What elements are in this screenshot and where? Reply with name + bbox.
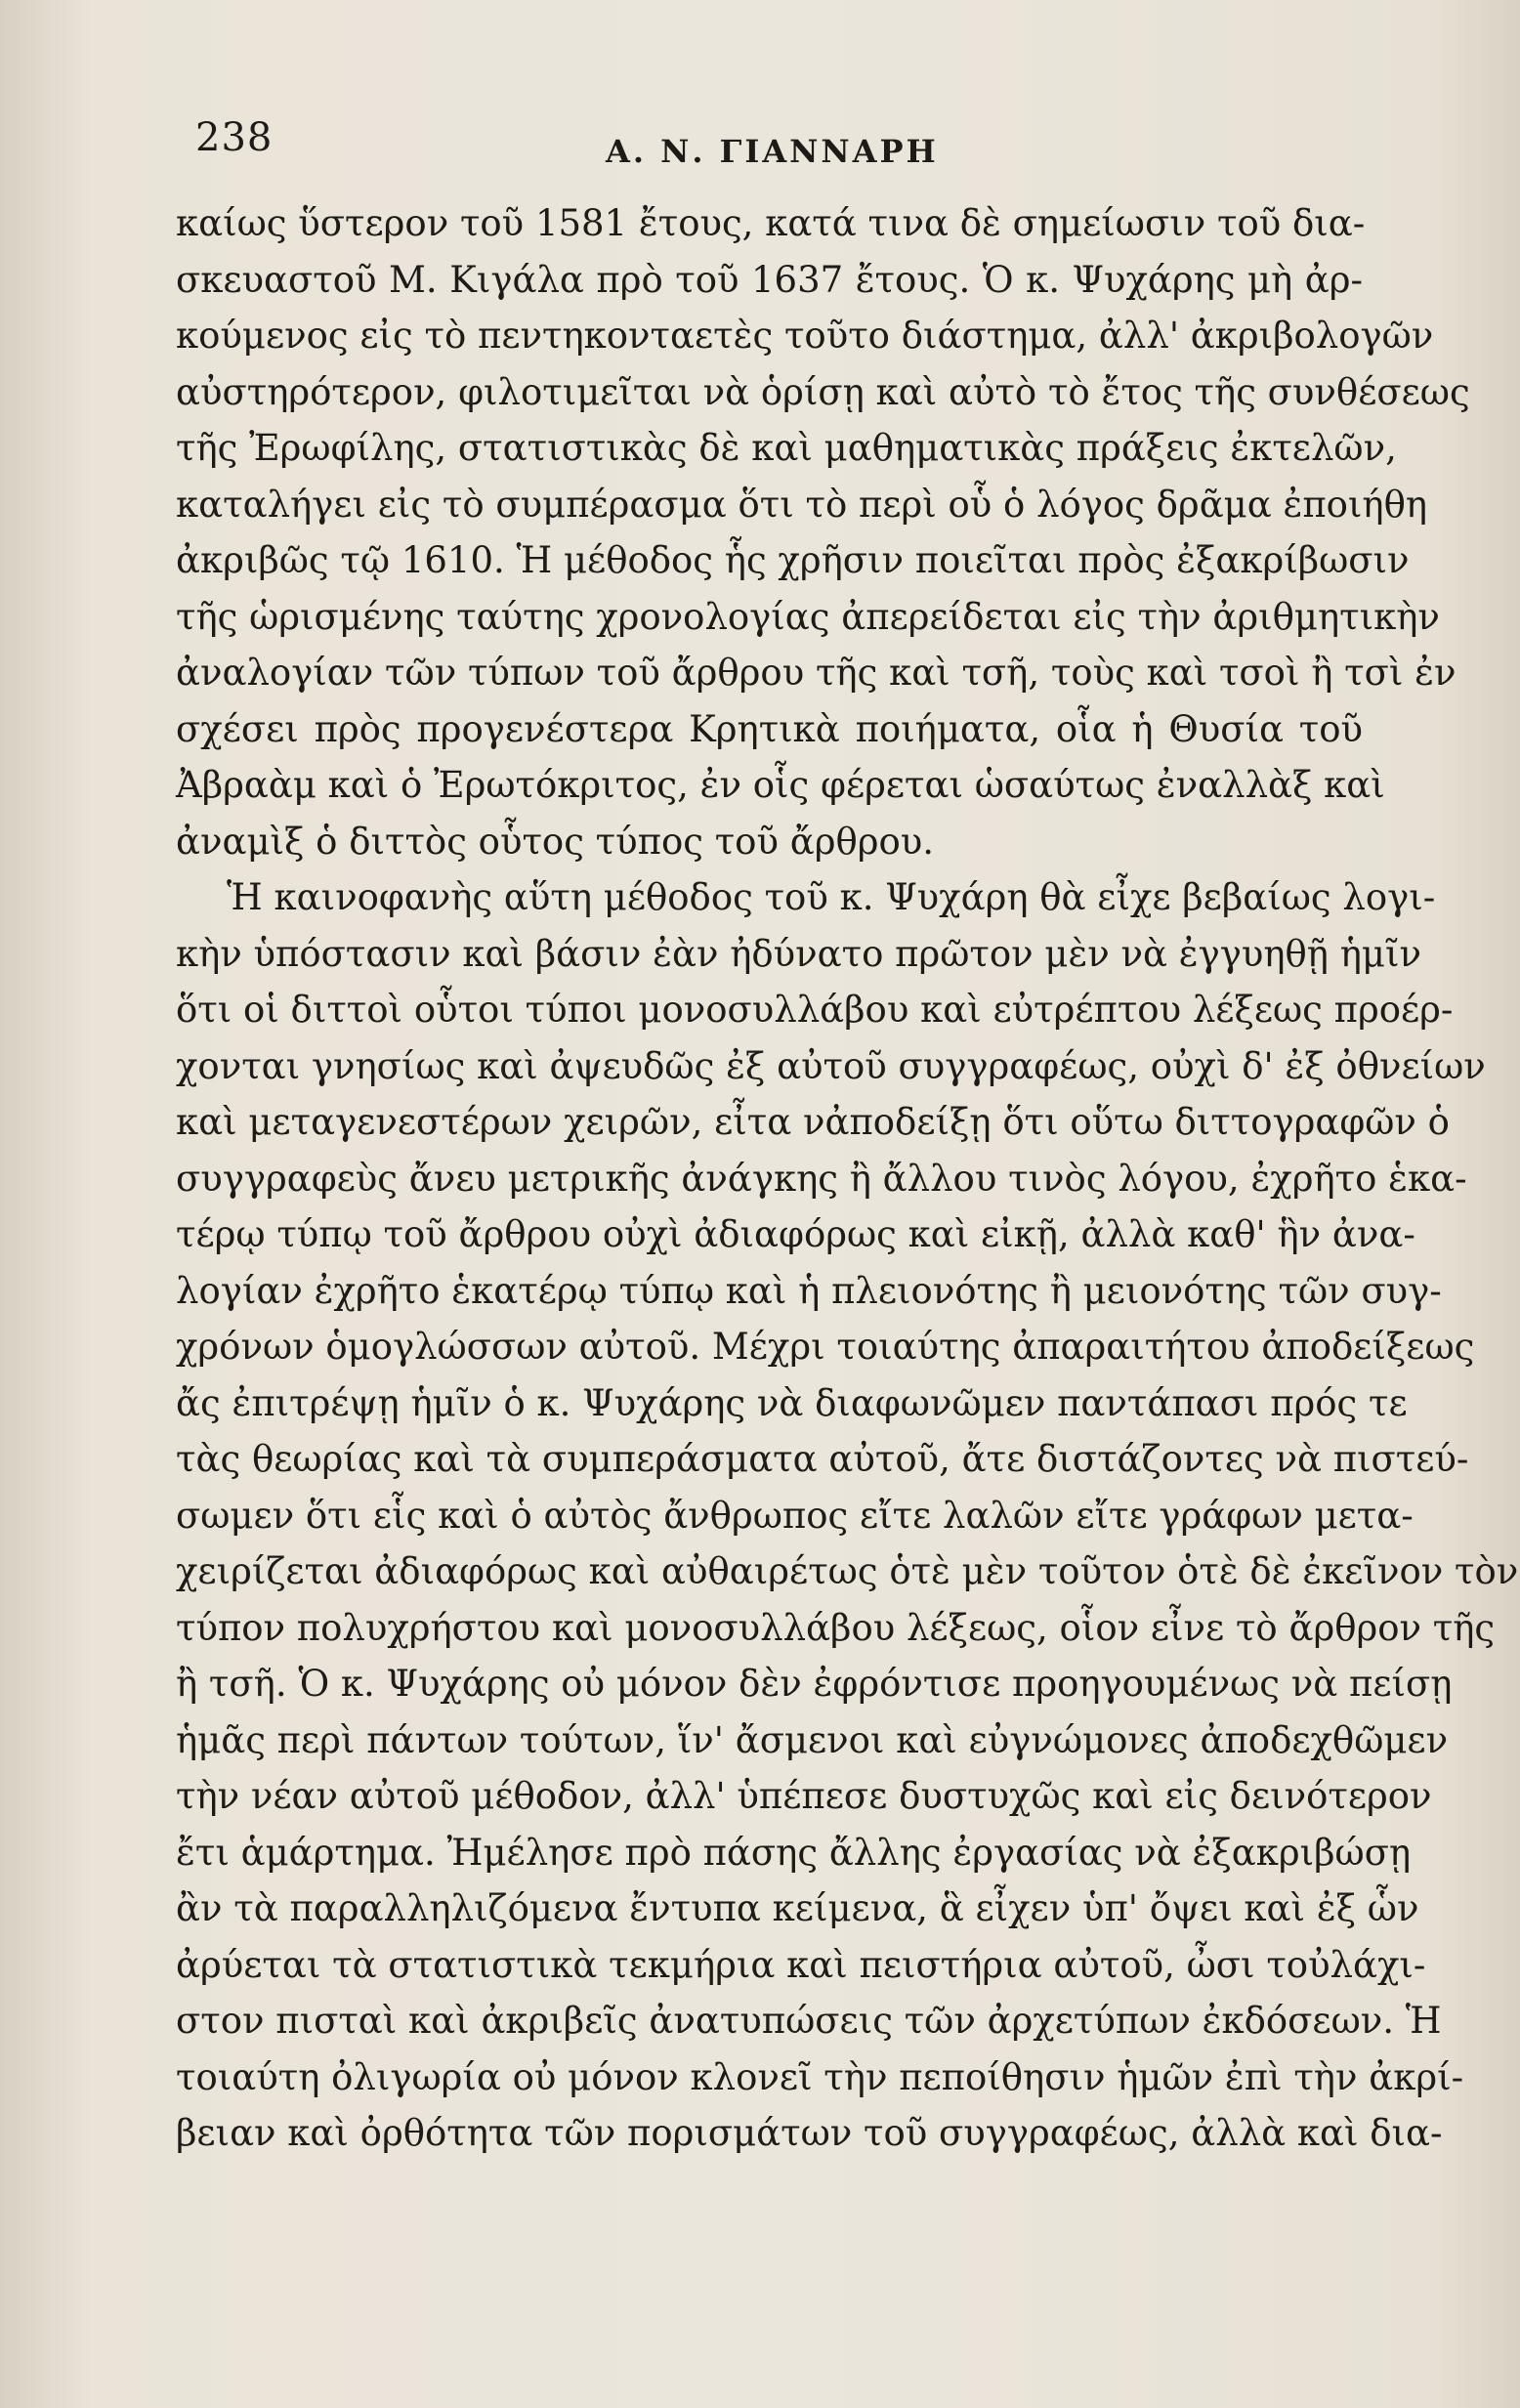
text-line: τὰς θεωρίας καὶ τὰ συμπεράσματα αὐτοῦ, ἄτε διστάζοντες νὰ πιστεύ- bbox=[176, 1438, 1469, 1480]
text-line: στον πισταὶ καὶ ἀκριβεῖς ἀνατυπώσεις τῶν ἀρχετύπων ἐκδόσεων. Ἡ bbox=[176, 2000, 1442, 2042]
text-line: χονται γνησίως καὶ ἀψευδῶς ἐξ αὐτοῦ συγγραφέως, οὐχὶ δ' ἐξ ὀθνείων bbox=[176, 1044, 1486, 1087]
text-line: καίως ὕστερον τοῦ 1581 ἔτους, κατά τινα δὲ σημείωσιν τοῦ δια- bbox=[176, 202, 1366, 244]
text-line: ἀρύεται τὰ στατιστικὰ τεκμήρια καὶ πειστήρια αὐτοῦ, ὦσι τοὐλάχι- bbox=[176, 1943, 1426, 1986]
text-line: ἂν τὰ παραλληλιζόμενα ἔντυπα κείμενα, ἃ εἶχεν ὑπ' ὄψει καὶ ἐξ ὧν bbox=[176, 1887, 1419, 1929]
running-head: Α. Ν. ΓΙΑΝΝΑΡΗ bbox=[606, 133, 939, 170]
text-line: καταλήγει εἰς τὸ συμπέρασμα ὅτι τὸ περὶ οὗ ὁ λόγος δρᾶμα ἐποιήθη bbox=[176, 483, 1428, 526]
body-text bbox=[176, 195, 1519, 2162]
text-line: ἀναμὶξ ὁ διττὸς οὗτος τύπος τοῦ ἄρθρου. bbox=[176, 820, 935, 863]
text-line: ἀκριβῶς τῷ 1610. Ἡ μέθοδος ἧς χρῆσιν ποιεῖται πρὸς ἐξακρίβωσιν bbox=[176, 539, 1410, 581]
text-line: χρόνων ὁμογλώσσων αὐτοῦ. Μέχρι τοιαύτης ἀπαραιτήτου ἀποδείξεως bbox=[176, 1326, 1475, 1368]
text-line: ἡμᾶς περὶ πάντων τούτων, ἵν' ἄσμενοι καὶ εὐγνώμονες ἀποδεχθῶμεν bbox=[176, 1718, 1449, 1761]
text-line: αὐστηρότερον, φιλοτιμεῖται νὰ ὁρίσῃ καὶ αὐτὸ τὸ ἔτος τῆς συνθέσεως bbox=[176, 370, 1470, 413]
text-line: τῆς ὡρισμένης ταύτης χρονολογίας ἀπερείδεται εἰς τὴν ἀριθμητικὴν bbox=[176, 595, 1440, 638]
text-line: ἀναλογίαν τῶν τύπων τοῦ ἄρθρου τῆς καὶ τσῆ, τοὺς καὶ τσοὶ ἢ τσὶ ἐν bbox=[176, 652, 1457, 694]
text-line: συγγραφεὺς ἄνευ μετρικῆς ἀνάγκης ἢ ἄλλου τινὸς λόγου, ἐχρῆτο ἑκα- bbox=[176, 1157, 1467, 1200]
text-line: λογίαν ἐχρῆτο ἑκατέρῳ τύπῳ καὶ ἡ πλειονότης ἢ μειονότης τῶν συγ- bbox=[176, 1269, 1442, 1312]
text-line: σωμεν ὅτι εἷς καὶ ὁ αὐτὸς ἄνθρωπος εἴτε λαλῶν εἴτε γράφων μετα- bbox=[176, 1494, 1414, 1537]
text-line: βειαν καὶ ὀρθότητα τῶν πορισμάτων τοῦ συγγραφέως, ἀλλὰ καὶ δια- bbox=[176, 2112, 1443, 2154]
text-line: ἢ τσῆ. Ὁ κ. Ψυχάρης οὐ μόνον δὲν ἐφρόντισε προηγουμένως νὰ πείσῃ bbox=[176, 1663, 1453, 1705]
page-header bbox=[195, 115, 1348, 174]
paragraph-first-line: Ἡ καινοφανὴς αὕτη μέθοδος τοῦ κ. Ψυχάρη θὰ εἶχε βεβαίως λογι- bbox=[227, 876, 1436, 918]
text-line: σχέσει πρὸς προγενέστερα Κρητικὰ ποιήματα, οἷα ἡ Θυσία τοῦ bbox=[176, 707, 1363, 750]
text-line: τοιαύτη ὀλιγωρία οὐ μόνον κλονεῖ τὴν πεποίθησιν ἡμῶν ἐπὶ τὴν ἀκρί- bbox=[176, 2055, 1464, 2098]
text-line: κὴν ὑπόστασιν καὶ βάσιν ἐὰν ἠδύνατο πρῶτον μὲν νὰ ἐγγυηθῇ ἡμῖν bbox=[176, 932, 1421, 975]
page-number: 238 bbox=[195, 115, 274, 160]
text-line: ἔτι ἁμάρτημα. Ἠμέλησε πρὸ πάσης ἄλλης ἐργασίας νὰ ἐξακριβώσῃ bbox=[176, 1831, 1412, 1874]
text-line: κούμενος εἰς τὸ πεντηκονταετὲς τοῦτο διάστημα, ἀλλ' ἀκριβολογῶν bbox=[176, 315, 1434, 357]
text-line: Ἀβραὰμ καὶ ὁ Ἐρωτόκριτος, ἐν οἷς φέρεται ὡσαύτως ἐναλλὰξ καὶ bbox=[176, 764, 1385, 806]
text-line: τύπον πολυχρήστου καὶ μονοσυλλάβου λέξεως, οἷον εἶνε τὸ ἄρθρον τῆς bbox=[176, 1606, 1496, 1649]
text-line: τὴν νέαν αὐτοῦ μέθοδον, ἀλλ' ὑπέπεσε δυστυχῶς καὶ εἰς δεινότερον bbox=[176, 1775, 1432, 1817]
text-line: ὅτι οἱ διττοὶ οὗτοι τύποι μονοσυλλάβου καὶ εὐτρέπτου λέξεως προέρ- bbox=[176, 989, 1454, 1031]
text-line: τέρῳ τύπῳ τοῦ ἄρθρου οὐχὶ ἀδιαφόρως καὶ εἰκῇ, ἀλλὰ καθ' ἣν ἀνα- bbox=[176, 1213, 1415, 1255]
text-line: τῆς Ἐρωφίλης, στατιστικὰς δὲ καὶ μαθηματικὰς πράξεις ἐκτελῶν, bbox=[176, 427, 1397, 469]
text-line: σκευαστοῦ Μ. Κιγάλα πρὸ τοῦ 1637 ἔτους. Ὁ κ. Ψυχάρης μὴ ἀρ- bbox=[176, 258, 1363, 301]
text-line: ἄς ἐπιτρέψῃ ἡμῖν ὁ κ. Ψυχάρης νὰ διαφωνῶμεν παντάπασι πρός τε bbox=[176, 1381, 1408, 1424]
text-line: καὶ μεταγενεστέρων χειρῶν, εἶτα νἀποδείξῃ ὅτι οὕτω διττογραφῶν ὁ bbox=[176, 1101, 1450, 1143]
text-line: χειρίζεται ἀδιαφόρως καὶ αὐθαιρέτως ὁτὲ μὲν τοῦτον ὁτὲ δὲ ἐκεῖνον τὸν bbox=[176, 1550, 1519, 1592]
